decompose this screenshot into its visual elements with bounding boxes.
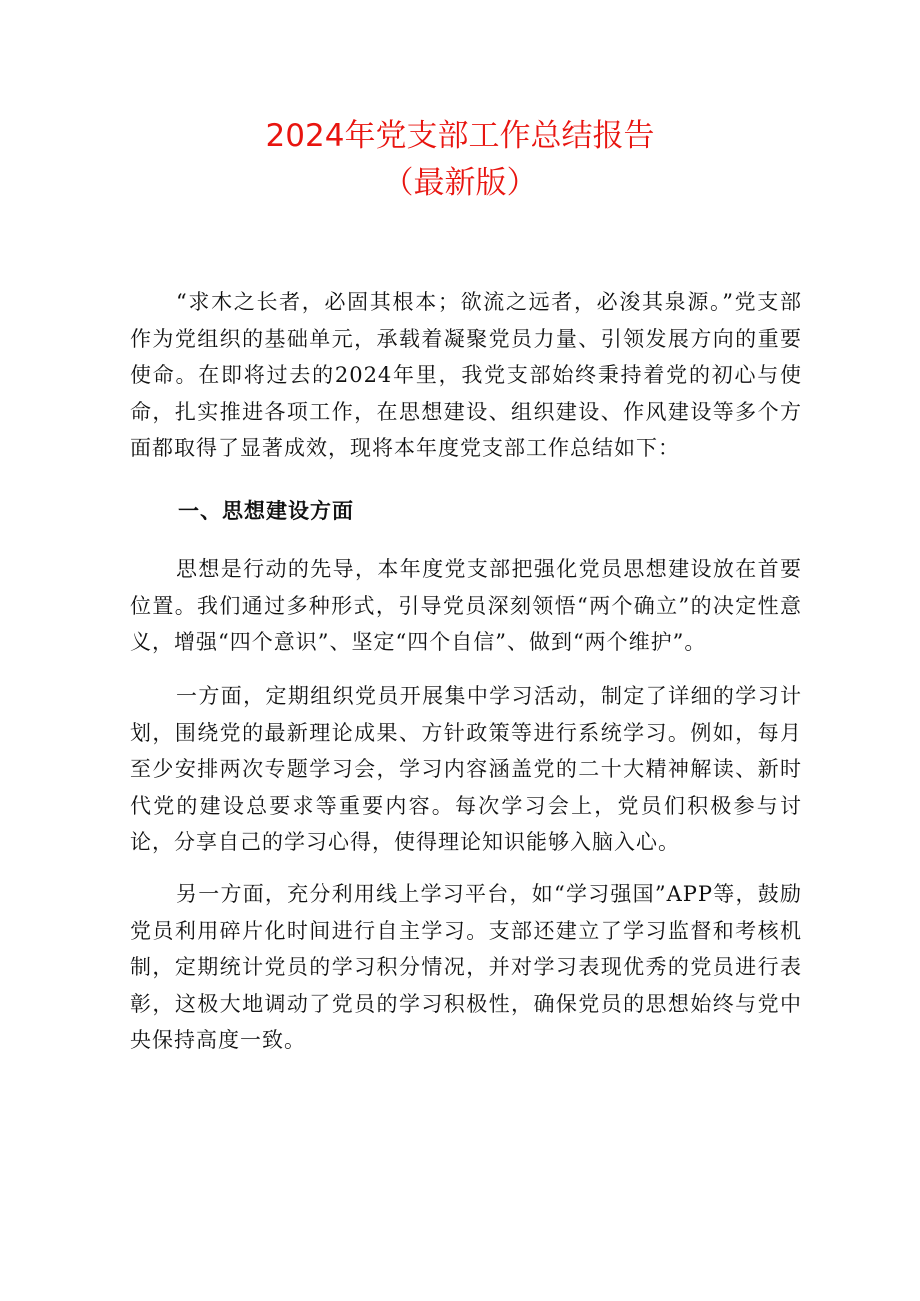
document-title: 2024年党支部工作总结报告 [265, 118, 655, 154]
document-subtitle: （最新版） [382, 165, 538, 201]
intro-paragraph: “求木之长者，必固其根本；欲流之远者，必浚其泉源。”党支部作为党组织的基础单元，承载着凝聚党员力量、引领发展方向的重要使命。在即将过去的2024年里，我党支部始终秉持着党的初心与使命，扎实推进各项工作，在思想建设、组织建设、作风建设等多个方面都取得了显著成效，现将本年度党支部工作总结如下： [130, 290, 802, 460]
body-paragraph: 思想是行动的先导，本年度党支部把强化党员思想建设放在首要位置。我们通过多种形式，引导党员深刻领悟“两个确立”的决定性意义，增强“四个意识”、坚定“四个自信”、做到“两个维护”。 [130, 557, 802, 654]
body-paragraph: 另一方面，充分利用线上学习平台，如“学习强国”APP等，鼓励党员利用碎片化时间进行自主学习。支部还建立了学习监督和考核机制，定期统计党员的学习积分情况，并对学习表现优秀的党员进行表彰，这极大地调动了党员的学习积极性，确保党员的思想始终与党中央保持高度一致。 [130, 882, 802, 1052]
body-paragraph: 一方面，定期组织党员开展集中学习活动，制定了详细的学习计划，围绕党的最新理论成果、方针政策等进行系统学习。例如，每月至少安排两次专题学习会，学习内容涵盖党的二十大精神解读、新时代党的建设总要求等重要内容。每次学习会上，党员们积极参与讨论，分享自己的学习心得，使得理论知识能够入脑入心。 [130, 684, 802, 854]
section-heading: 一、思想建设方面 [178, 498, 354, 523]
